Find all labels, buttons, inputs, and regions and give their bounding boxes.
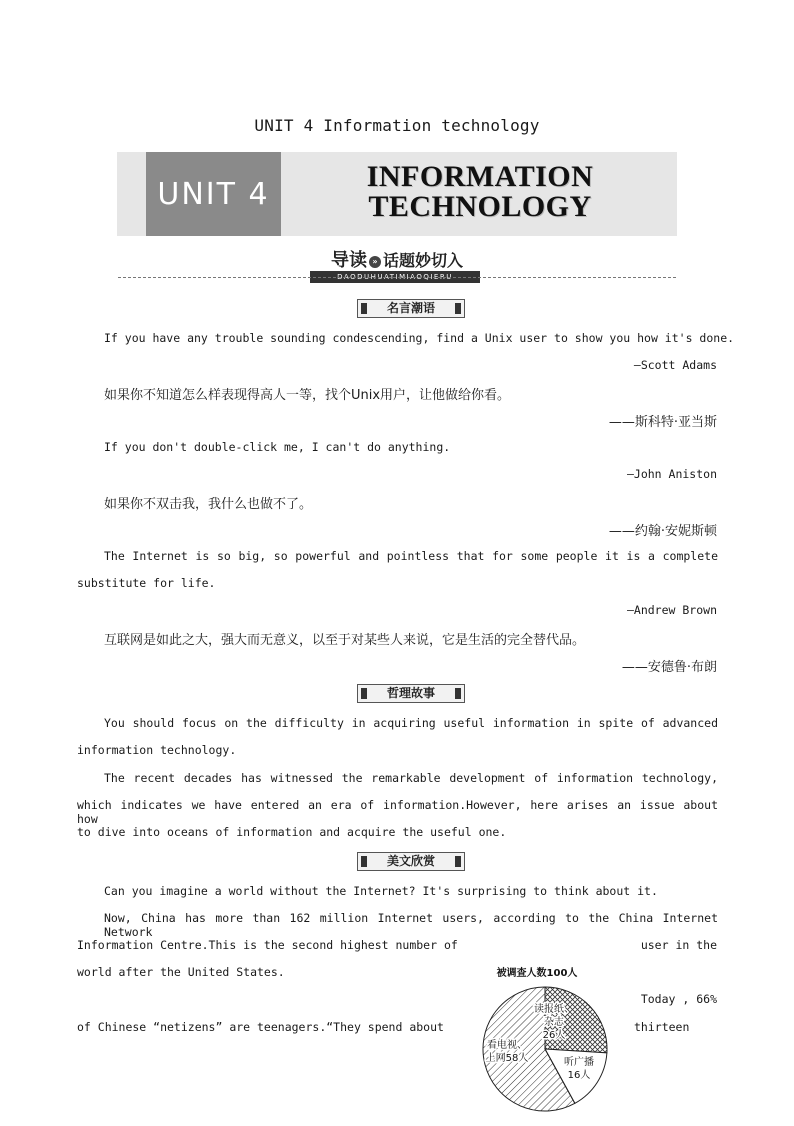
story-p2-line3: to dive into oceans of information and acquire the useful one. bbox=[77, 825, 507, 839]
quote-2-zh-author: ——约翰·安妮斯顿 bbox=[608, 524, 717, 539]
quote-3-en-line1: The Internet is so big, so powerful and pointless that for some people it is a complete bbox=[104, 549, 718, 563]
guide-title-b: 话题妙切入 bbox=[382, 251, 463, 270]
story-p2-line1: The recent decades has witnessed the remarkable development of information technology, bbox=[104, 771, 718, 785]
pie-label-reading-2: 杂志 bbox=[544, 1017, 564, 1028]
pie-label-radio-2: 16人 bbox=[567, 1070, 591, 1081]
arrow-right-icon: » bbox=[369, 256, 381, 268]
section-label-essay: 美文欣赏 bbox=[357, 852, 465, 871]
quote-3-en-line2: substitute for life. bbox=[77, 576, 216, 590]
quote-1-zh-author: ——斯科特·亚当斯 bbox=[608, 415, 717, 430]
pie-label-tv-2: 上网58人 bbox=[485, 1053, 529, 1064]
banner-unit-number: UNIT 4 bbox=[146, 152, 281, 236]
essay-p2-line1: Now, China has more than 162 million Internet users, according to the China Internet Network bbox=[104, 911, 718, 939]
quote-1-en-author: —Scott Adams bbox=[633, 358, 717, 372]
dashed-divider bbox=[118, 277, 676, 278]
story-p1-line2: information technology. bbox=[77, 743, 237, 757]
essay-p3-line2-left: of Chinese “netizens” are teenagers.“They spend about bbox=[77, 1020, 444, 1034]
quote-3-zh-author: ——安德鲁·布朗 bbox=[621, 660, 717, 675]
essay-p2-line3: world after the United States. bbox=[77, 965, 285, 979]
quote-3-zh: 互联网是如此之大，强大而无意义，以至于对某些人来说，它是生活的完全替代品。 bbox=[104, 633, 586, 648]
unit-banner bbox=[117, 152, 677, 236]
pie-label-reading-3: 26人 bbox=[542, 1030, 566, 1041]
banner-title bbox=[300, 162, 660, 222]
pie-label-radio-1: 听广播 bbox=[564, 1057, 594, 1068]
essay-p3-right: Today , 66% bbox=[640, 992, 717, 1006]
guide-pinyin: DAODUHUATIMIAOQIERU bbox=[310, 271, 480, 283]
quote-2-en: If you don't double-click me, I can't do anything. bbox=[104, 440, 451, 454]
guide-title-a: 导读 bbox=[330, 250, 367, 271]
guide-title bbox=[331, 251, 463, 270]
essay-p2-line2-left: Information Centre.This is the second highest number of bbox=[77, 938, 458, 952]
quote-2-zh: 如果你不双击我，我什么也做不了。 bbox=[104, 497, 313, 512]
pie-label-reading-1: 读报纸、 bbox=[534, 1004, 574, 1015]
essay-p2-line2-right: user in the bbox=[640, 938, 717, 952]
pie-label-tv-1: 看电视、 bbox=[487, 1040, 527, 1051]
guide-heading bbox=[0, 246, 794, 272]
story-p2-line2: which indicates we have entered an era of information.However, here arises an issue about how bbox=[77, 798, 718, 826]
section-label-story: 哲理故事 bbox=[357, 684, 465, 703]
quote-1-en: If you have any trouble sounding condescending, find a Unix user to show you how it's done. bbox=[104, 331, 735, 345]
quote-2-en-author: —John Aniston bbox=[626, 467, 717, 481]
quote-3-en-author: —Andrew Brown bbox=[626, 603, 717, 617]
banner-title-line2: TECHNOLOGY bbox=[368, 190, 592, 223]
essay-p3-line2-right: thirteen bbox=[634, 1020, 690, 1034]
story-p1-line1: You should focus on the difficulty in acquiring useful information in spite of advanced bbox=[104, 716, 718, 730]
banner-title-line1: INFORMATION bbox=[366, 160, 594, 193]
quote-1-zh: 如果你不知道怎么样表现得高人一等，找个Unix用户，让他做给你看。 bbox=[104, 388, 511, 403]
section-label-quotes: 名言潮语 bbox=[357, 299, 465, 318]
unit-title: UNIT 4 Information technology bbox=[254, 116, 540, 135]
survey-pie-chart bbox=[470, 962, 730, 1122]
survey-pie-figure bbox=[470, 962, 730, 1122]
pie-title: 被调查人数100人 bbox=[496, 968, 578, 979]
essay-p1: Can you imagine a world without the Internet? It's surprising to think about it. bbox=[104, 884, 658, 898]
